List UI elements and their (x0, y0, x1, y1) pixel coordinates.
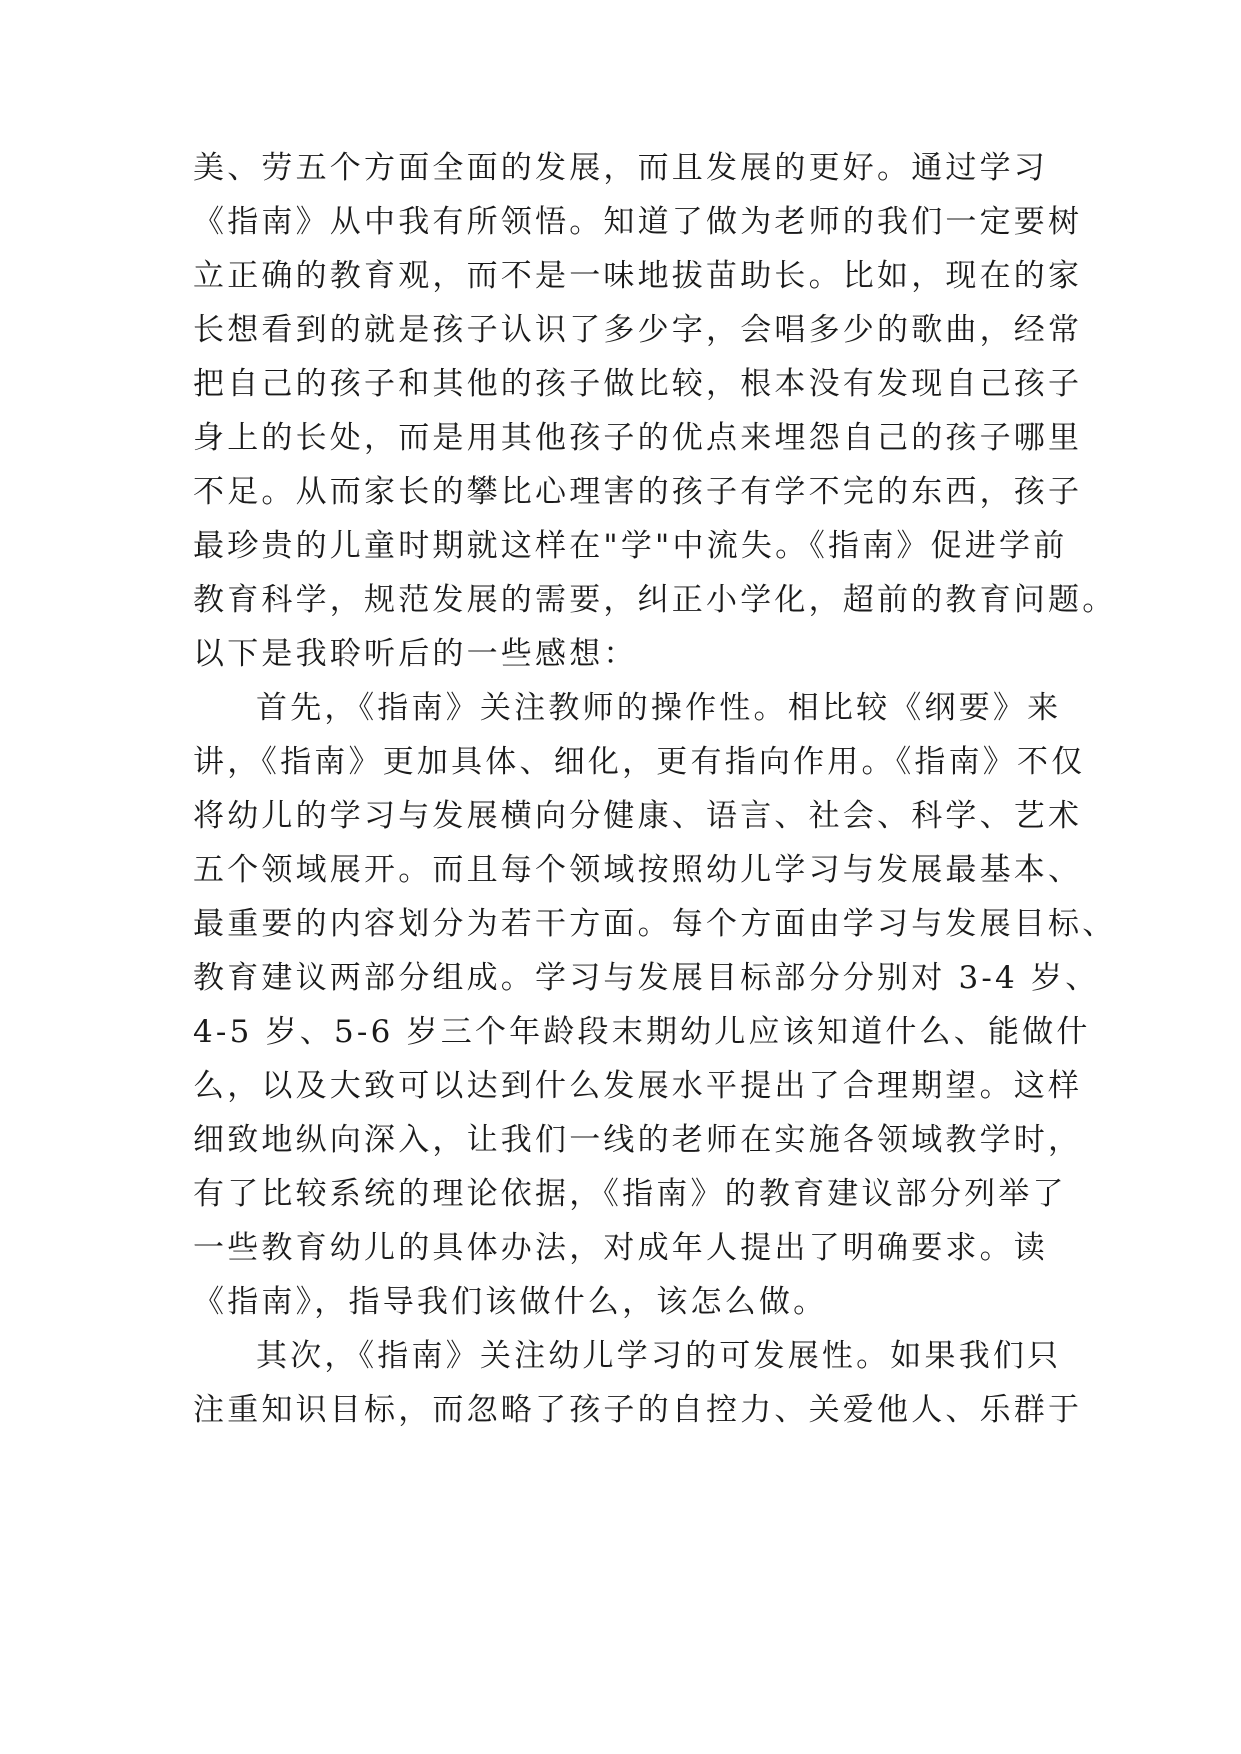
text-line: 注重知识目标，而忽略了孩子的自控力、关爱他人、乐群于 (193, 1392, 1083, 1428)
text-line: 最重要的内容划分为若干方面。每个方面由学习与发展目标、 (193, 906, 1117, 942)
text-line: 讲，《指南》更加具体、细化，更有指向作用。《指南》不仅 (193, 744, 1086, 780)
text-line: 将幼儿的学习与发展横向分健康、语言、社会、科学、艺术 (193, 798, 1083, 834)
text-line: 长想看到的就是孩子认识了多少字，会唱多少的歌曲，经常 (193, 312, 1083, 348)
text-line: 五个领域展开。而且每个领域按照幼儿学习与发展最基本、 (193, 852, 1083, 888)
text-line: 教育科学，规范发展的需要，纠正小学化，超前的教育问题。 (193, 582, 1117, 618)
text-line: 身上的长处，而是用其他孩子的优点来埋怨自己的孩子哪里 (193, 420, 1083, 456)
text-line: 把自己的孩子和其他的孩子做比较，根本没有发现自己孩子 (193, 366, 1083, 402)
text-line: 一些教育幼儿的具体办法，对成年人提出了明确要求。读 (193, 1230, 1048, 1266)
text-line: 细致地纵向深入，让我们一线的老师在实施各领域教学时， (193, 1122, 1083, 1158)
text-line: 以下是我聆听后的一些感想： (193, 636, 638, 672)
paragraph-first-line: 首先，《指南》关注教师的操作性。相比较《纲要》来 (256, 690, 1062, 726)
text-line: 有了比较系统的理论依据，《指南》的教育建议部分列举了 (193, 1176, 1067, 1212)
text-line: 最珍贵的儿童时期就这样在"学"中流失。《指南》促进学前 (193, 528, 1068, 564)
text-line: 《指南》从中我有所领悟。知道了做为老师的我们一定要树 (193, 204, 1083, 240)
text-line: 么，以及大致可以达到什么发展水平提出了合理期望。这样 (193, 1068, 1083, 1104)
text-line: 不足。从而家长的攀比心理害的孩子有学不完的东西，孩子 (193, 474, 1083, 510)
text-line: 立正确的教育观，而不是一味地拔苗助长。比如，现在的家 (193, 258, 1083, 294)
text-line: 美、劳五个方面全面的发展，而且发展的更好。通过学习 (193, 150, 1048, 186)
text-line: 4-5 岁、5-6 岁三个年龄段末期幼儿应该知道什么、能做什 (193, 1014, 1091, 1050)
text-line: 教育建议两部分组成。学习与发展目标部分分别对 3-4 岁、 (193, 960, 1100, 996)
paragraph-first-line: 其次，《指南》关注幼儿学习的可发展性。如果我们只 (256, 1338, 1062, 1374)
text-line: 《指南》，指导我们该做什么，该怎么做。 (193, 1284, 828, 1320)
